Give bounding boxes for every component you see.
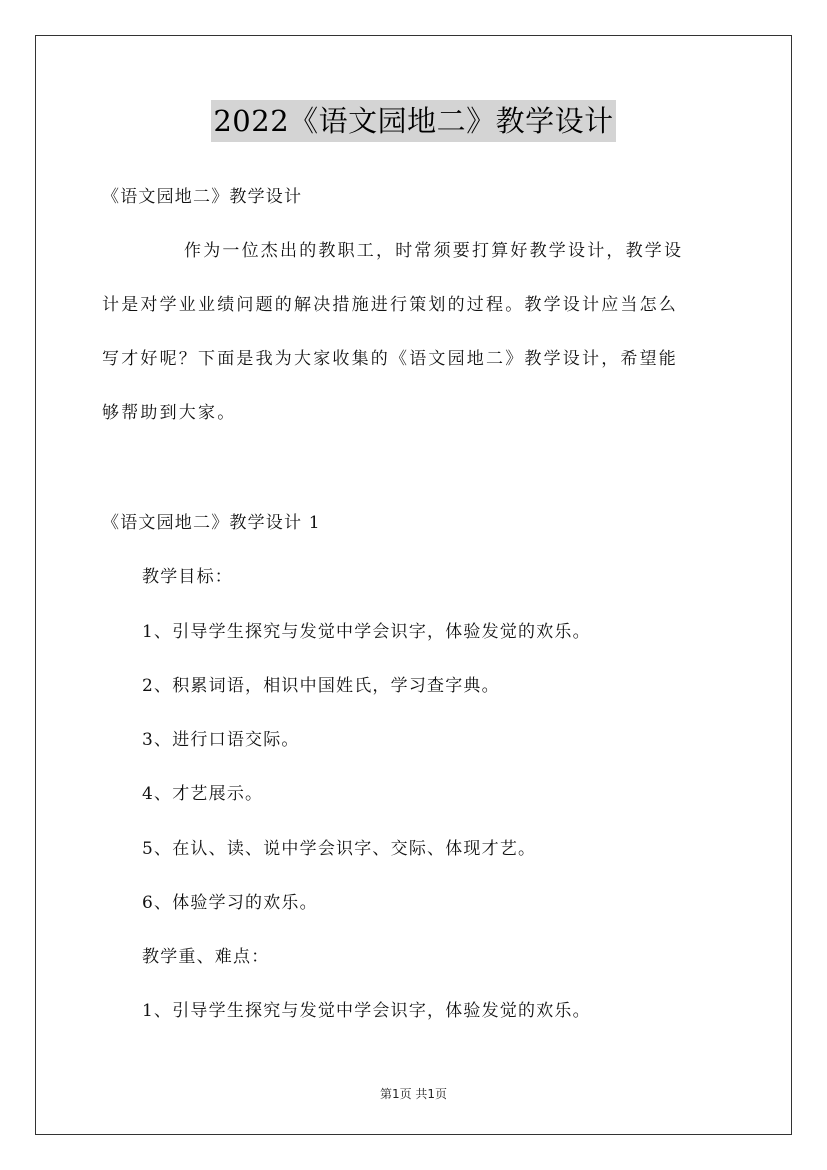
intro-line-3: 写才好呢？下面是我为大家收集的《语文园地二》教学设计，希望能: [102, 349, 678, 369]
document-title: 2022《语文园地二》教学设计: [211, 100, 615, 142]
goal-item-6: 6、体验学习的欢乐。: [142, 893, 318, 913]
goal-item-3: 3、进行口语交际。: [142, 730, 300, 750]
page-footer: 第1页 共1页: [379, 1087, 448, 1101]
document-subtitle: 《语文园地二》教学设计: [102, 187, 303, 207]
intro-line-4: 够帮助到大家。: [102, 403, 237, 423]
goal-item-2: 2、积累词语，相识中国姓氏，学习查字典。: [142, 676, 500, 696]
document-title-wrap: [0, 100, 827, 142]
goal-item-5: 5、在认、读、说中学会识字、交际、体现才艺。: [142, 839, 537, 859]
intro-line-2: 计是对学业业绩问题的解决措施进行策划的过程。教学设计应当怎么: [102, 295, 678, 315]
key-point-item-1: 1、引导学生探究与发觉中学会识字，体验发觉的欢乐。: [142, 1001, 591, 1021]
key-points-heading: 教学重、难点：: [142, 947, 270, 967]
intro-line-1: 作为一位杰出的教职工，时常须要打算好教学设计，教学设: [184, 241, 684, 261]
goal-item-4: 4、才艺展示。: [142, 784, 264, 804]
section-heading: 《语文园地二》教学设计 1: [102, 513, 321, 533]
goals-heading: 教学目标：: [142, 567, 233, 587]
goal-item-1: 1、引导学生探究与发觉中学会识字，体验发觉的欢乐。: [142, 622, 591, 642]
